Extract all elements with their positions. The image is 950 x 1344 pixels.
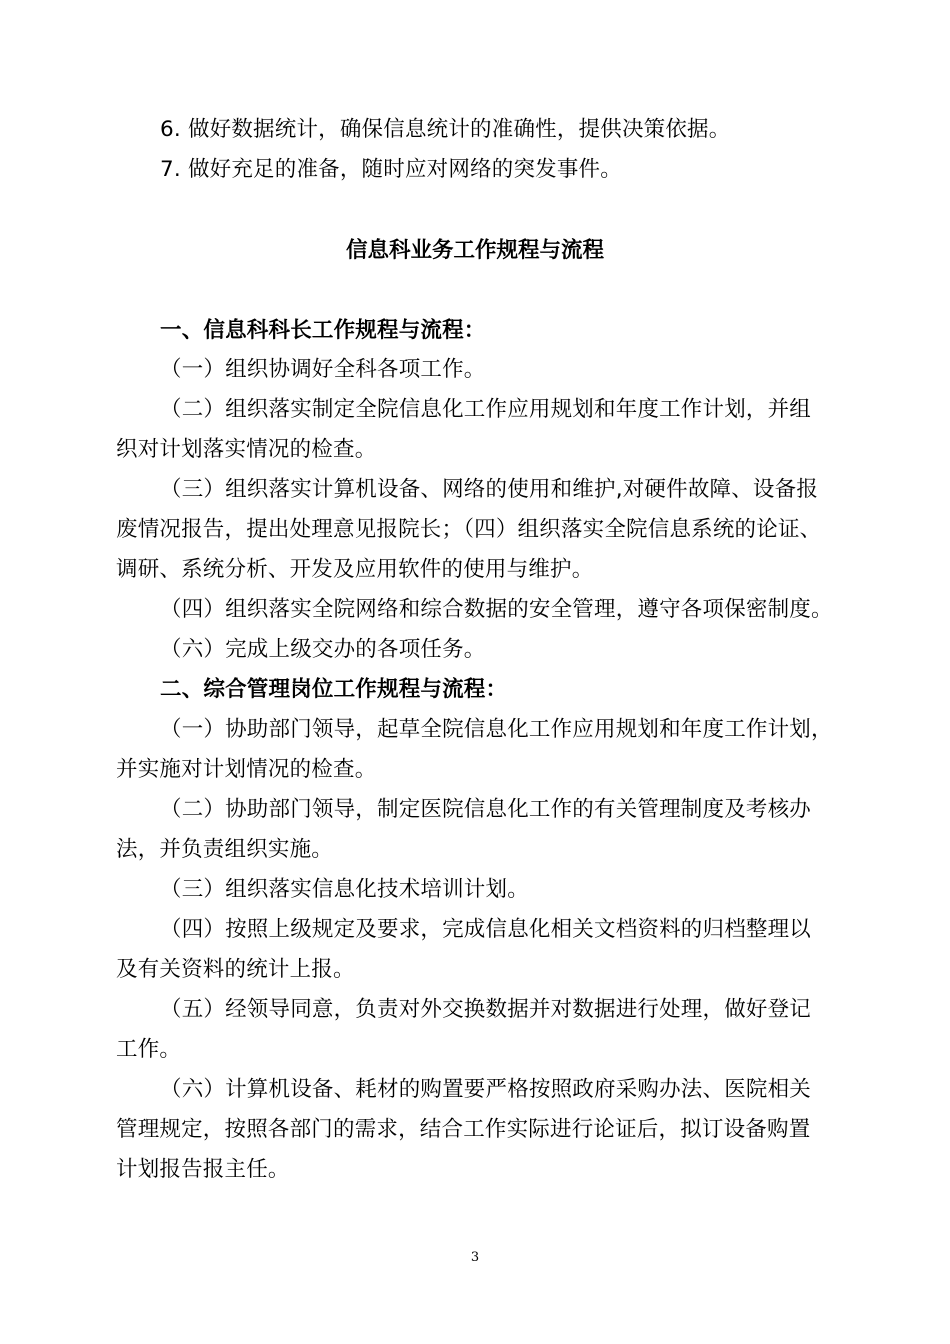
section1-paragraph-line: 织对计划落实情况的检查。 (116, 437, 377, 462)
section1-heading: 一、信息科科长工作规程与流程： (160, 318, 486, 343)
section2-paragraph-line: （三）组织落实信息化技术培训计划。 (160, 877, 529, 902)
section2-paragraph-line: （四）按照上级规定及要求，完成信息化相关文档资料的归档整理以 (160, 917, 812, 942)
section2-paragraph-line: （六）计算机设备、耗材的购置要严格按照政府采购办法、医院相关 (160, 1077, 812, 1102)
section2-heading: 二、综合管理岗位工作规程与流程： (160, 677, 508, 702)
section2-paragraph-line: 工作。 (116, 1037, 182, 1062)
section2-paragraph-line: （二）协助部门领导，制定医院信息化工作的有关管理制度及考核办 (160, 797, 812, 822)
document-title: 信息科业务工作规程与流程 (345, 238, 604, 263)
section2-paragraph-line: 并实施对计划情况的检查。 (116, 757, 377, 782)
section1-paragraph-line: （四）组织落实全院网络和综合数据的安全管理，遵守各项保密制度。 (160, 597, 833, 622)
section1-paragraph-line: 调研、系统分析、开发及应用软件的使用与维护。 (116, 557, 594, 582)
section1-paragraph-line: （一）组织协调好全科各项工作。 (160, 357, 486, 382)
section2-paragraph-line: 法，并负责组织实施。 (116, 837, 334, 862)
list-item-6: 6. 做好数据统计，确保信息统计的准确性，提供决策依据。 (160, 117, 731, 142)
section2-paragraph-line: （五）经领导同意，负责对外交换数据并对数据进行处理，做好登记 (160, 997, 812, 1022)
page-number: 3 (470, 1250, 480, 1265)
section1-paragraph-line: （三）组织落实计算机设备、网络的使用和维护,对硬件故障、设备报 (160, 477, 819, 502)
section2-paragraph-line: 及有关资料的统计上报。 (116, 957, 355, 982)
section1-paragraph-line: （二）组织落实制定全院信息化工作应用规划和年度工作计划，并组 (160, 397, 812, 422)
section2-paragraph-line: 计划报告报主任。 (116, 1157, 290, 1182)
list-item-7: 7. 做好充足的准备，随时应对网络的突发事件。 (160, 157, 622, 182)
section1-paragraph-line: 废情况报告，提出处理意见报院长；（四）组织落实全院信息系统的论证、 (116, 517, 822, 542)
section2-paragraph-line: （一）协助部门领导，起草全院信息化工作应用规划和年度工作计划， (160, 717, 833, 742)
section2-paragraph-line: 管理规定，按照各部门的需求，结合工作实际进行论证后，拟订设备购置 (116, 1117, 811, 1142)
section1-paragraph-line: （六）完成上级交办的各项任务。 (160, 637, 486, 662)
